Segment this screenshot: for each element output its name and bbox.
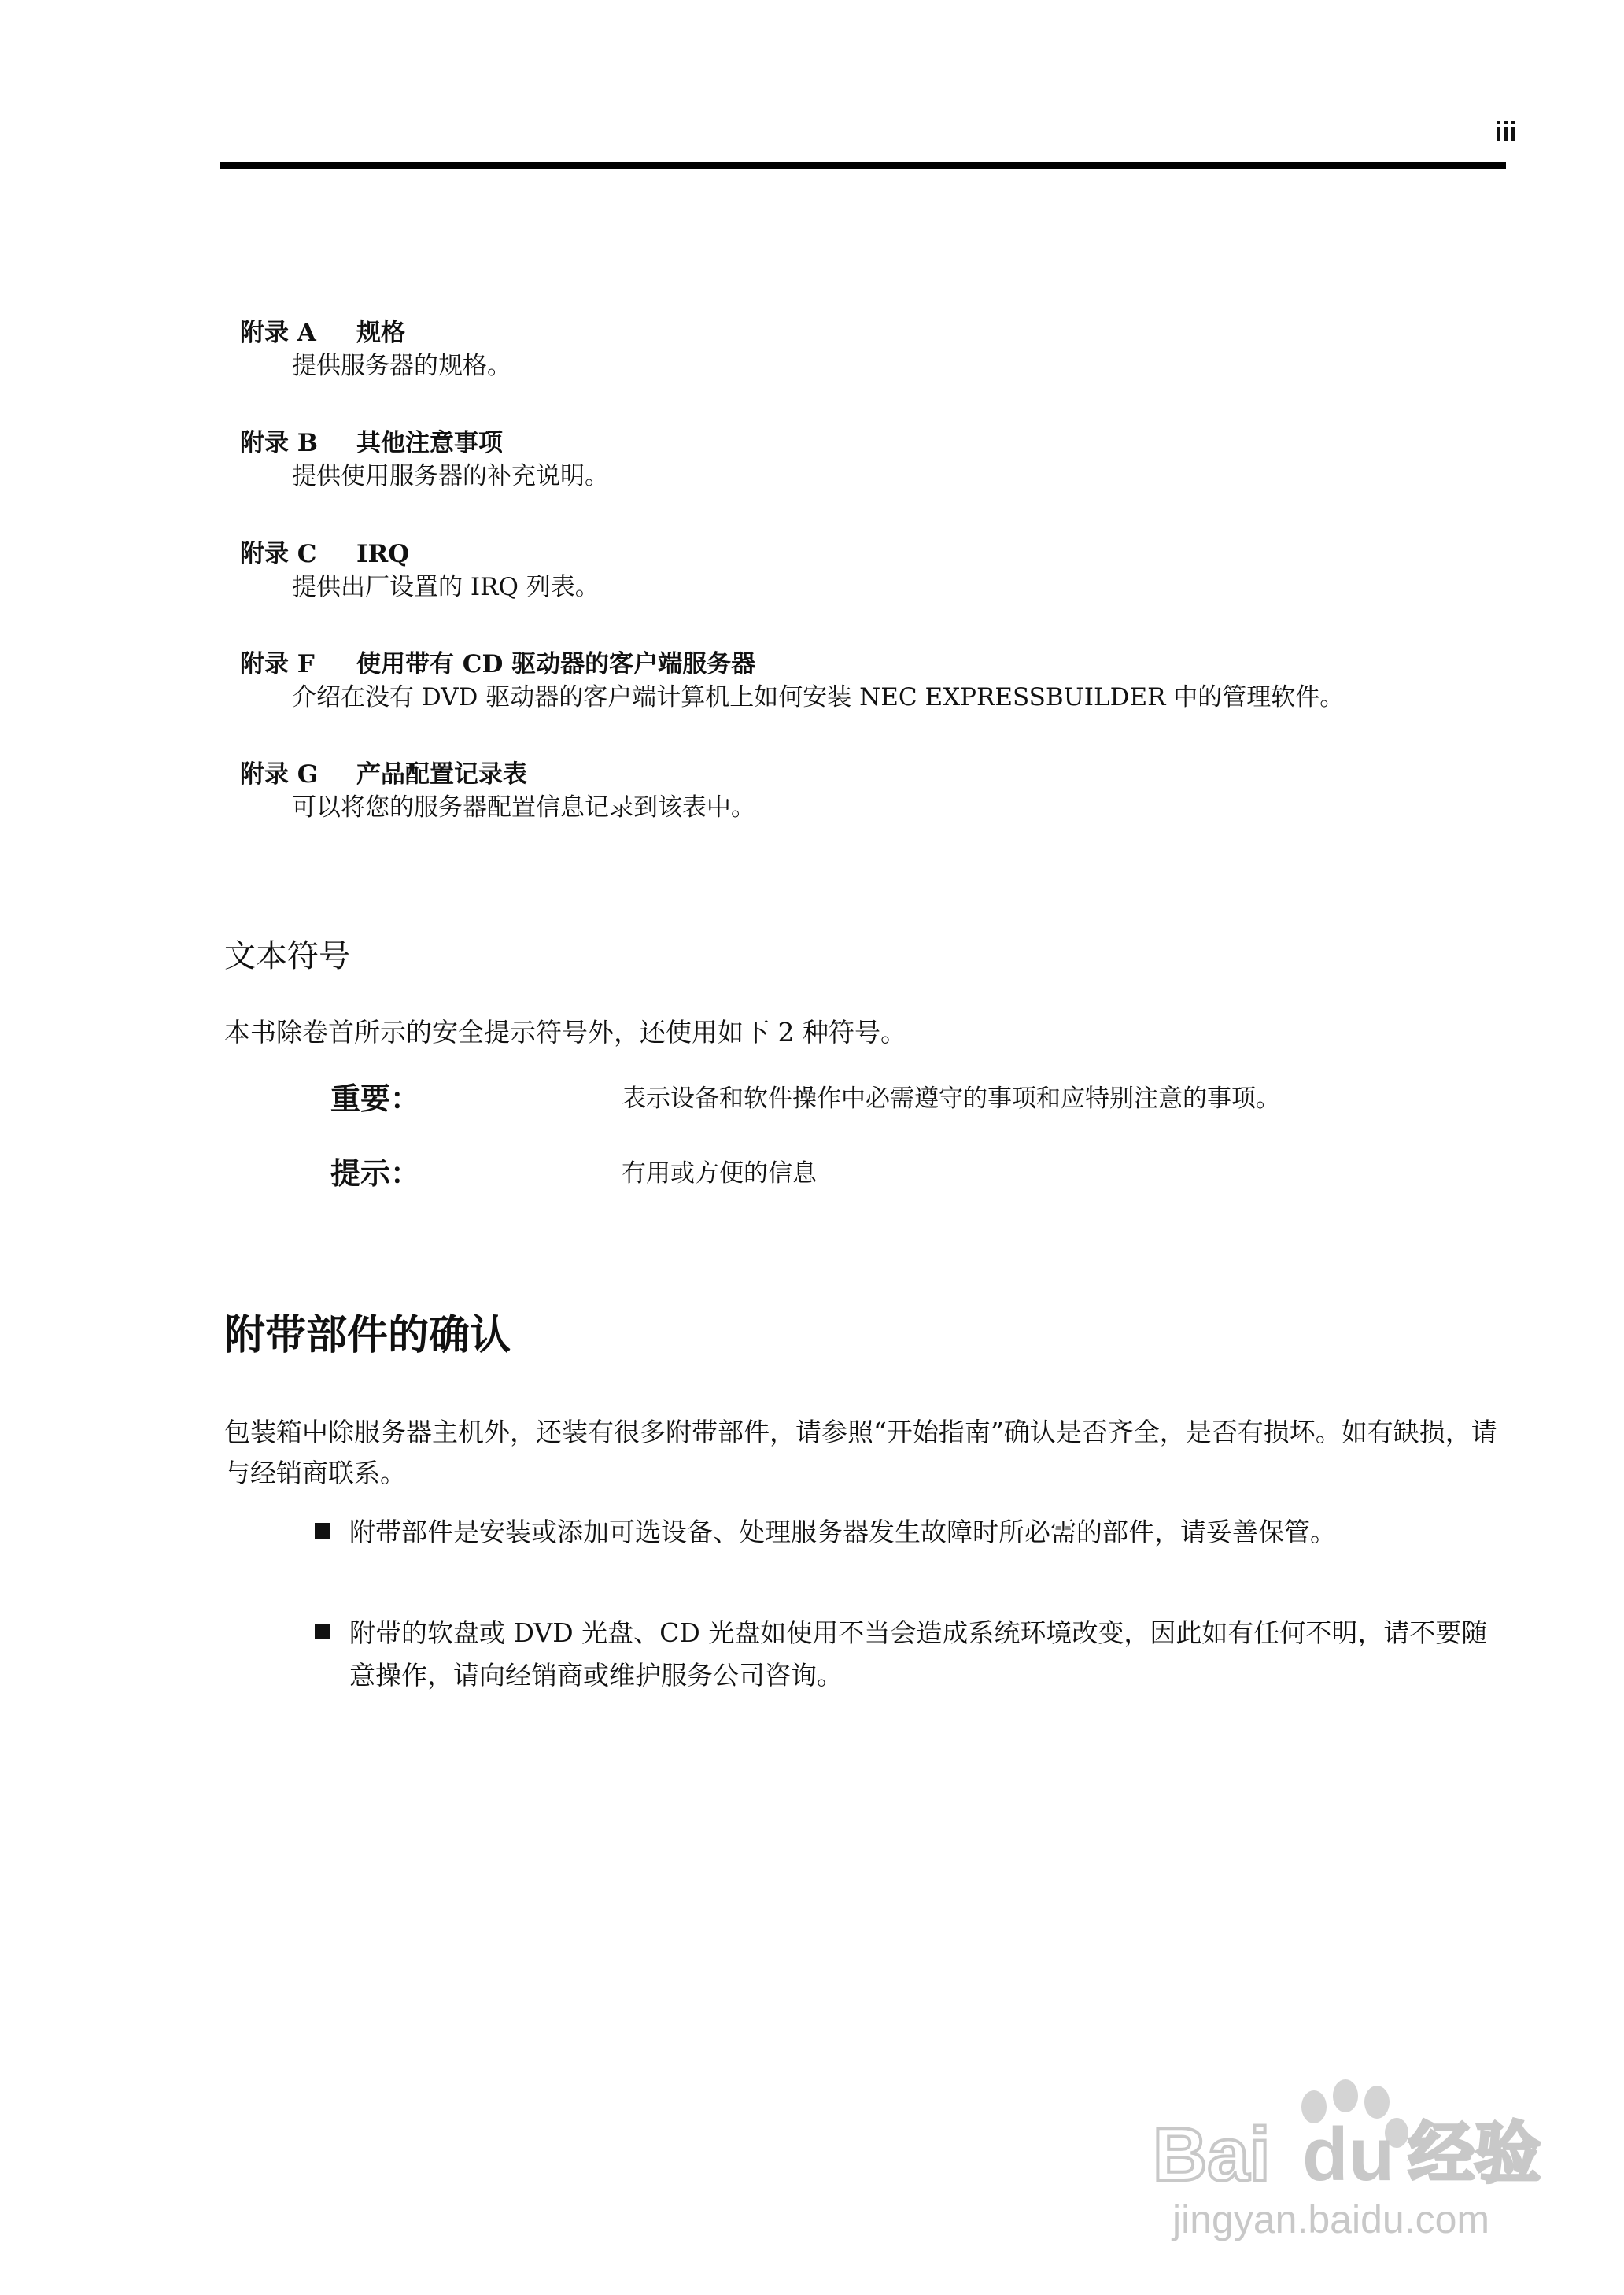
baidu-jingyan-watermark xyxy=(1145,2050,1570,2247)
appendix-item xyxy=(240,758,1538,824)
appendix-code: 附录 A xyxy=(240,319,316,347)
page-number: iii xyxy=(1494,117,1517,147)
appendix-description: 提供服务器的规格。 xyxy=(292,352,511,380)
symbol-important xyxy=(330,1074,1280,1118)
appendix-item xyxy=(240,427,1538,493)
square-bullet-icon xyxy=(315,1523,330,1539)
accessories-paragraph: 包装箱中除服务器主机外，还装有很多附带部件，请参照“开始指南”确认是否齐全，是否有损坏。如有缺损，请与经销商联系。 xyxy=(224,1417,1497,1488)
bullet-item xyxy=(315,1511,1511,1554)
symbol-label: 重要： xyxy=(330,1081,421,1116)
appendix-description: 可以将您的服务器配置信息记录到该表中。 xyxy=(292,793,755,822)
appendix-title xyxy=(240,316,1538,349)
accessories-heading: 附带部件的确认 xyxy=(224,1312,511,1359)
appendix-code: 附录 B xyxy=(240,429,318,457)
symbol-description: 表示设备和软件操作中必需遵守的事项和应特别注意的事项。 xyxy=(622,1085,1280,1113)
text-symbols-intro: 本书除卷首所示的安全提示符号外，还使用如下 2 种符号。 xyxy=(224,1017,906,1048)
appendix-description: 介绍在没有 DVD 驱动器的客户端计算机上如何安装 NEC EXPRESSBUILDER 中的管理软件。 xyxy=(292,683,1345,711)
appendix-description: 提供出厂设置的 IRQ 列表。 xyxy=(292,573,600,601)
appendix-title xyxy=(240,538,1538,571)
appendix-code: 附录 F xyxy=(240,650,315,678)
appendix-item xyxy=(240,648,1538,714)
watermark-brand-tail: du xyxy=(1302,2112,1395,2197)
symbol-description: 有用或方便的信息 xyxy=(622,1159,817,1188)
square-bullet-icon xyxy=(315,1624,330,1639)
appendix-name: 其他注意事项 xyxy=(356,429,503,457)
appendix-name: 规格 xyxy=(356,319,405,347)
appendix-description: 提供使用服务器的补充说明。 xyxy=(292,462,609,490)
appendix-code: 附录 C xyxy=(240,540,317,568)
watermark-brand: Bai xyxy=(1153,2112,1271,2197)
symbol-label: 提示： xyxy=(330,1156,421,1191)
symbol-tip xyxy=(330,1149,817,1192)
appendix-item xyxy=(240,538,1538,604)
header-rule xyxy=(220,162,1506,169)
appendix-title xyxy=(240,648,1538,681)
text-symbols-heading: 文本符号 xyxy=(224,938,350,974)
watermark-url: jingyan.baidu.com xyxy=(1172,2197,1490,2241)
appendix-name: IRQ xyxy=(356,540,410,568)
bullet-item xyxy=(315,1612,1511,1697)
appendix-title xyxy=(240,427,1538,460)
appendix-name: 产品配置记录表 xyxy=(356,760,527,789)
bullet-text: 附带部件是安装或添加可选设备、处理服务器发生故障时所必需的部件，请妥善保管。 xyxy=(349,1517,1336,1547)
bullet-text: 附带的软盘或 DVD 光盘、CD 光盘如使用不当会造成系统环境改变，因此如有任何不明，请不要随意操作，请向经销商或维护服务公司咨询。 xyxy=(349,1617,1488,1691)
appendix-name: 使用带有 CD 驱动器的客户端服务器 xyxy=(356,650,756,678)
appendix-title xyxy=(240,758,1538,791)
appendix-item xyxy=(240,316,1538,382)
watermark-label: 经验 xyxy=(1408,2115,1541,2192)
appendix-code: 附录 G xyxy=(240,760,319,789)
